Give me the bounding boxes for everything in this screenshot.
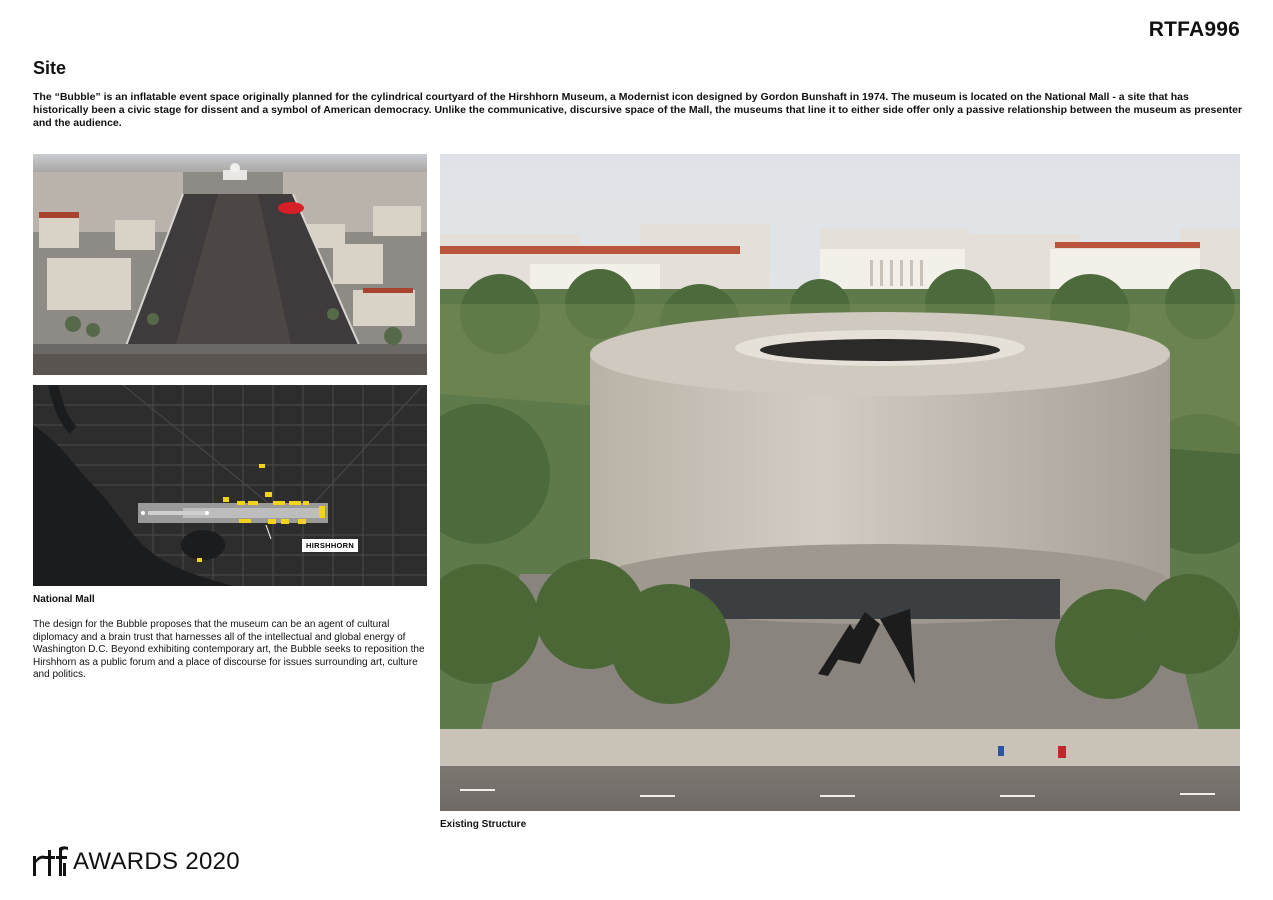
- intro-paragraph: The “Bubble” is an inflatable event space originally planned for the cylindrical courtyard of the Hirshhorn Museum, a Modernist icon designed by Gordon Bunshaft in 1974. The museum is located on the National Mall - a site that has historically been a civic stage for dissent and a symbol of American democracy. Unlike the communicative, discursive space of the Mall, the museums that line it to either side offer only a passive relationship between the museum as presenter and the audience.: [33, 91, 1243, 129]
- national-mall-map: [33, 385, 427, 586]
- hirshhorn-museum-photo: [440, 154, 1240, 811]
- museum-photo-illustration: [440, 154, 1240, 811]
- project-code: RTFA996: [1148, 18, 1240, 41]
- awards-text: AWARDS 2020: [73, 848, 240, 875]
- page-title: Site: [33, 58, 67, 78]
- aerial-photo-illustration: [33, 154, 427, 375]
- map-caption: National Mall: [33, 594, 95, 605]
- map-illustration: [33, 385, 427, 586]
- aerial-photo: [33, 154, 427, 375]
- description-paragraph: The design for the Bubble proposes that the museum can be an agent of cultural diplomacy and a brain trust that harnesses all of the intellectual and global energy of Washington D.C. Beyond exhibiting contemporary art, the Bubble seeks to reposition the Hirshhorn as a public forum and a place of discourse for issues surrounding art, culture and politics.: [33, 619, 425, 680]
- rtf-awards-logo: [33, 845, 240, 879]
- photo-caption: Existing Structure: [440, 819, 527, 830]
- rtf-logo-icon: [33, 846, 69, 878]
- hirshhorn-map-label: HIRSHHORN: [302, 539, 358, 552]
